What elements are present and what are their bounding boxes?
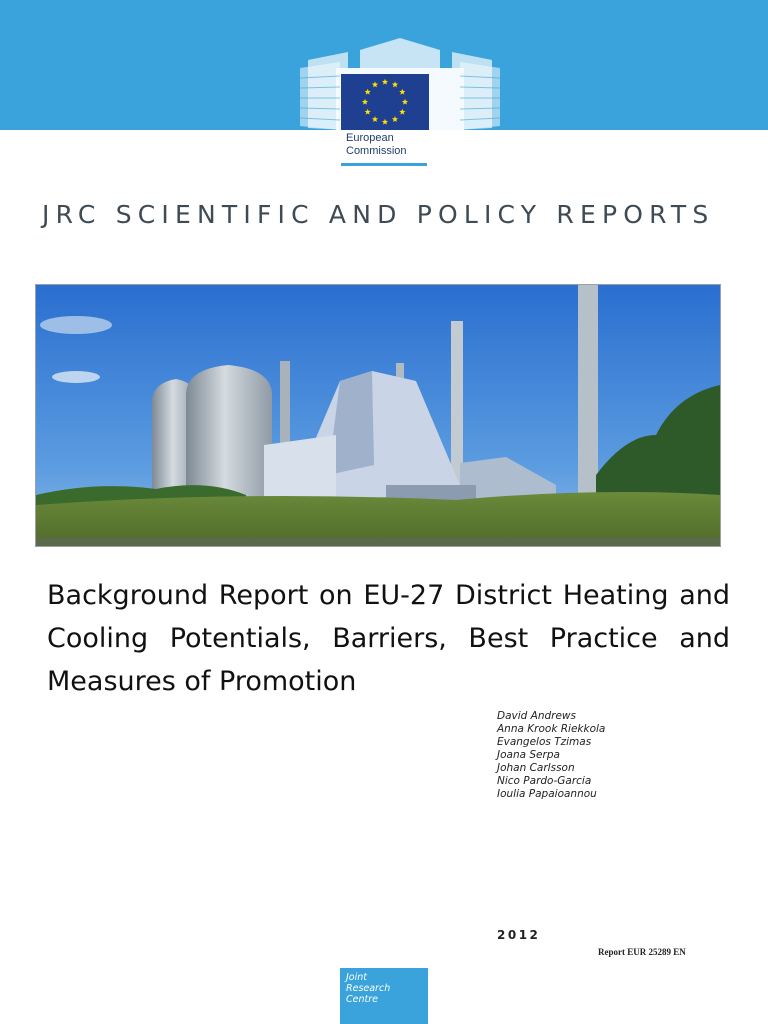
author-name: Joana Serpa — [497, 749, 560, 761]
jrc-line-3: Centre — [346, 994, 378, 1005]
author-name: Anna Krook Riekkola — [497, 723, 606, 735]
logo-underline — [341, 163, 427, 166]
logo-text — [346, 132, 407, 158]
author-name: Evangelos Tzimas — [497, 736, 592, 748]
logo-line-1: European — [346, 132, 394, 144]
jrc-logo-text — [346, 972, 390, 1005]
author-name: Ioulia Papaioannou — [497, 788, 597, 800]
series-title: JRC SCIENTIFIC AND POLICY REPORTS — [42, 200, 715, 229]
author-name: Nico Pardo-Garcia — [497, 775, 592, 787]
author-list — [497, 710, 605, 801]
author-name: David Andrews — [497, 710, 576, 722]
publication-year: 2012 — [497, 928, 541, 942]
jrc-line-1: Joint — [346, 972, 367, 983]
report-title: Background Report on EU-27 District Heating and Cooling Potentials, Barriers, Best Practice and Measures of Promotion — [47, 580, 730, 697]
jrc-line-2: Research — [346, 983, 391, 994]
logo-line-2: Commission — [346, 145, 407, 157]
eu-flag-icon — [341, 74, 429, 130]
author-name: Johan Carlsson — [497, 762, 575, 774]
report-number: Report EUR 25289 EN — [598, 947, 686, 957]
jrc-logo — [340, 968, 428, 1024]
power-plant-photo — [35, 284, 721, 547]
